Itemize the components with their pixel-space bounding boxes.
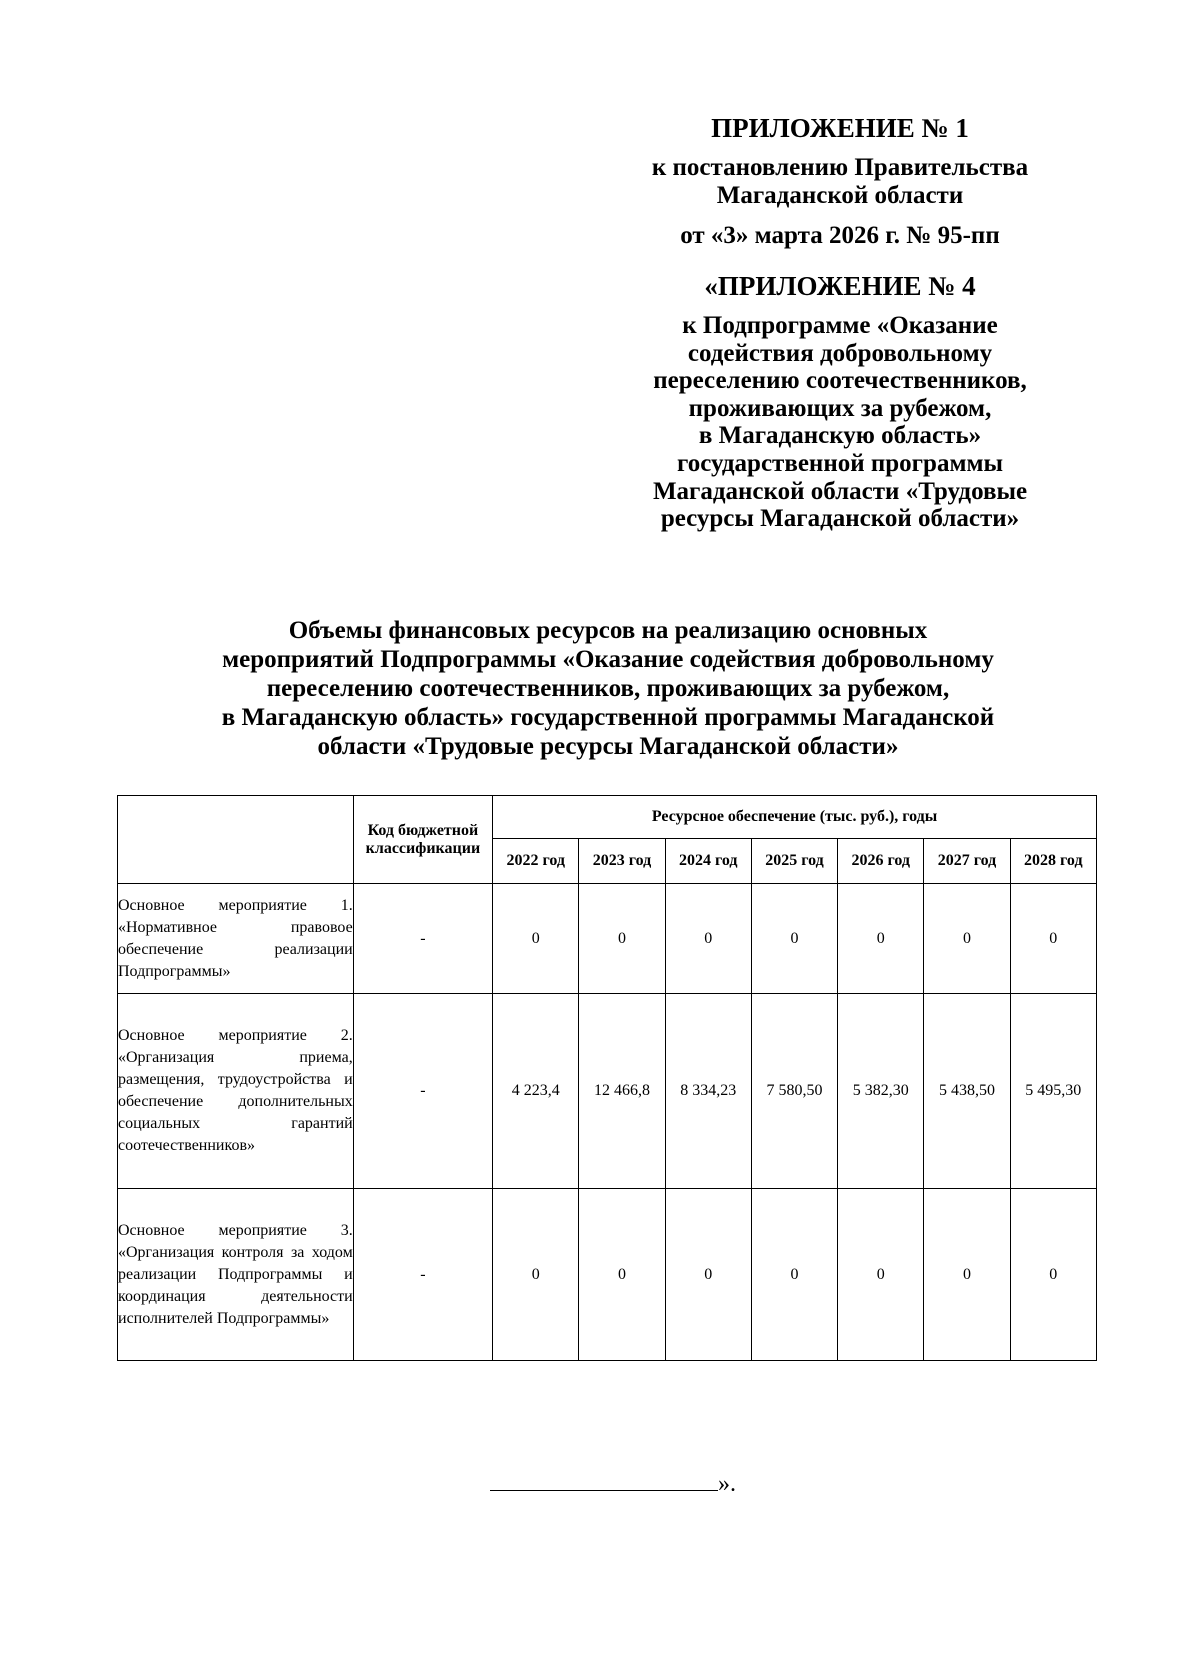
- budget-code: -: [353, 1189, 492, 1361]
- value-cell: 5 438,50: [924, 994, 1010, 1189]
- value-cell: 0: [579, 1189, 665, 1361]
- value-cell: 0: [751, 1189, 837, 1361]
- value-cell: 0: [579, 884, 665, 994]
- document-title: [118, 616, 1098, 761]
- value-cell: 0: [665, 1189, 751, 1361]
- document-title-line: Объемы финансовых ресурсов на реализацию основных: [288, 617, 928, 644]
- appendix-header: [620, 112, 1060, 533]
- appendix-date: от «3» марта 2026 г. № 95-пп: [680, 222, 1000, 249]
- signature-line: [490, 1470, 718, 1491]
- header-year: 2028 год: [1010, 839, 1096, 884]
- sub-appendix-line: содействия добровольному: [687, 339, 993, 367]
- value-cell: 5 495,30: [1010, 994, 1096, 1189]
- sub-appendix-line: Магаданской области «Трудовые: [652, 477, 1028, 505]
- sub-appendix-line: проживающих за рубежом,: [688, 394, 992, 422]
- sub-appendix-title: «ПРИЛОЖЕНИЕ № 4: [704, 271, 976, 301]
- value-cell: 4 223,4: [493, 994, 579, 1189]
- value-cell: 0: [751, 884, 837, 994]
- header-budget-code: Код бюджетной классификации: [353, 796, 492, 884]
- value-cell: 0: [1010, 884, 1096, 994]
- budget-code: -: [353, 884, 492, 994]
- table-row: [118, 884, 1097, 994]
- appendix-line: Магаданской области: [716, 182, 964, 209]
- document-title-line: в Магаданскую область» государственной программы Магаданской: [221, 704, 995, 731]
- value-cell: 12 466,8: [579, 994, 665, 1189]
- header-empty-cell: [118, 796, 354, 884]
- value-cell: 0: [924, 884, 1010, 994]
- sub-appendix-line: государственной программы: [676, 449, 1004, 477]
- header-year: 2022 год: [493, 839, 579, 884]
- value-cell: 0: [924, 1189, 1010, 1361]
- budget-code: -: [353, 994, 492, 1189]
- appendix-title: ПРИЛОЖЕНИЕ № 1: [711, 113, 969, 143]
- value-cell: 0: [838, 1189, 924, 1361]
- header-year: 2026 год: [838, 839, 924, 884]
- closing-quote: ».: [718, 1471, 736, 1497]
- header-year: 2027 год: [924, 839, 1010, 884]
- value-cell: 0: [665, 884, 751, 994]
- table-row: [118, 994, 1097, 1189]
- financing-table: [117, 795, 1097, 1361]
- sub-appendix-line: к Подпрограмме «Оказание: [682, 312, 998, 339]
- activity-name: Основное мероприятие 2. «Организация приема, размещения, трудоустройства и обеспечение дополнительных социальных гарантий соотечественников»: [118, 994, 354, 1189]
- sub-appendix-line: ресурсы Магаданской области»: [660, 505, 1020, 533]
- value-cell: 0: [493, 1189, 579, 1361]
- value-cell: 0: [1010, 1189, 1096, 1361]
- activity-name: Основное мероприятие 3. «Организация контроля за ходом реализации Подпрограммы и координация деятельности исполнителей Подпрограммы»: [118, 1189, 354, 1361]
- appendix-line: к постановлению Правительства: [651, 154, 1029, 181]
- value-cell: 5 382,30: [838, 994, 924, 1189]
- value-cell: 0: [838, 884, 924, 994]
- sub-appendix-line: в Магаданскую область»: [698, 422, 982, 450]
- activity-name: Основное мероприятие 1. «Нормативное правовое обеспечение реализации Подпрограммы»: [118, 884, 354, 994]
- value-cell: 8 334,23: [665, 994, 751, 1189]
- header-year: 2024 год: [665, 839, 751, 884]
- value-cell: 0: [493, 884, 579, 994]
- document-title-line: области «Трудовые ресурсы Магаданской области»: [317, 733, 899, 760]
- document-title-line: переселению соотечественников, проживающих за рубежом,: [266, 675, 950, 702]
- value-cell: 7 580,50: [751, 994, 837, 1189]
- header-year: 2023 год: [579, 839, 665, 884]
- document-title-line: мероприятий Подпрограммы «Оказание содействия добровольному: [222, 646, 994, 673]
- header-year: 2025 год: [751, 839, 837, 884]
- header-resource: Ресурсное обеспечение (тыс. руб.), годы: [493, 796, 1097, 839]
- sub-appendix-line: переселению соотечественников,: [653, 367, 1027, 395]
- table-row: [118, 1189, 1097, 1361]
- closing-mark: [490, 1470, 736, 1498]
